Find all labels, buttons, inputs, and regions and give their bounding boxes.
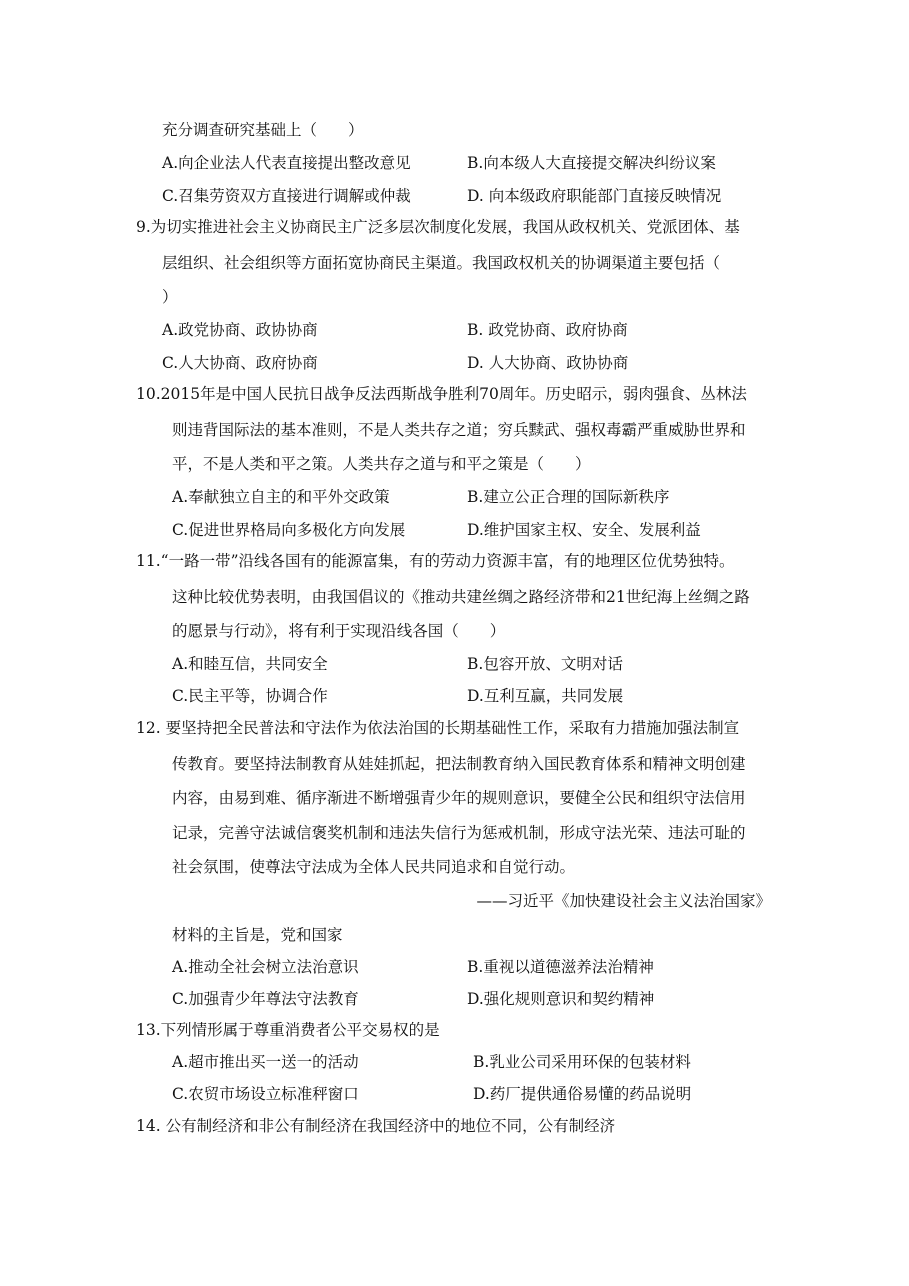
q9-option-d: D. 人大协商、政协协商 — [467, 354, 629, 372]
q12-quote-source: ——习近平《加快建设社会主义法治国家》 — [476, 892, 771, 910]
q11-option-c: C.民主平等，协调合作 — [172, 687, 328, 705]
q10-option-c: C.促进世界格局向多极化方向发展 — [172, 521, 406, 539]
q11-stem-line2: 这种比较优势表明，由我国倡议的《推动共建丝绸之路经济带和21世纪海上丝绸之路 — [172, 588, 750, 606]
q8-option-b: B.向本级人大直接提交解决纠纷议案 — [467, 154, 716, 172]
q12-question-stem: 材料的主旨是，党和国家 — [172, 926, 343, 944]
q9-stem-line3: ） — [162, 288, 178, 306]
q8-option-d: D. 向本级政府职能部门直接反映情况 — [467, 187, 722, 205]
q14-stem-line1: 14. 公有制经济和非公有制经济在我国经济中的地位不同，公有制经济 — [136, 1117, 616, 1135]
q10-stem-line1: 10.2015年是中国人民抗日战争反法西斯战争胜利70周年。历史昭示，弱肉强食、丛林法 — [136, 385, 747, 403]
q12-stem-line5: 社会氛围，使尊法守法成为全体人民共同追求和自觉行动。 — [172, 858, 576, 876]
q12-option-d: D.强化规则意识和契约精神 — [467, 990, 655, 1008]
q11-stem-line3: 的愿景与行动》，将有利于实现沿线各国（ ） — [172, 622, 506, 640]
q11-option-a: A.和睦互信，共同安全 — [172, 655, 328, 673]
q9-option-c: C.人大协商、政府协商 — [162, 354, 318, 372]
q8-option-c: C.召集劳资双方直接进行调解或仲裁 — [162, 187, 411, 205]
q10-option-a: A.奉献独立自主的和平外交政策 — [172, 488, 390, 506]
q13-option-c: C.农贸市场设立标准秤窗口 — [172, 1085, 359, 1103]
q12-stem-line3: 内容，由易到难、循序渐进不断增强青少年的规则意识，要健全公民和组织守法信用 — [172, 789, 746, 807]
q9-option-b: B. 政党协商、政府协商 — [467, 321, 628, 339]
q13-option-b: B.乳业公司采用环保的包装材料 — [473, 1053, 691, 1071]
q11-option-d: D.互利互赢，共同发展 — [467, 687, 624, 705]
q11-stem-line1: 11.“一路一带”沿线各国有的能源富集，有的劳动力资源丰富，有的地理区位优势独特。 — [136, 552, 735, 570]
q8-option-a: A.向企业法人代表直接提出整改意见 — [162, 154, 411, 172]
q13-option-a: A.超市推出买一送一的活动 — [172, 1053, 359, 1071]
q13-stem-line1: 13.下列情形属于尊重消费者公平交易权的是 — [136, 1021, 440, 1039]
q13-option-d: D.药厂提供通俗易懂的药品说明 — [473, 1085, 692, 1103]
q12-option-a: A.推动全社会树立法治意识 — [172, 958, 359, 976]
q10-stem-line2: 则违背国际法的基本准则，不是人类共存之道；穷兵黩武、强权毒霸严重威胁世界和 — [172, 421, 746, 439]
q9-option-a: A.政党协商、政协协商 — [162, 321, 318, 339]
q10-option-d: D.维护国家主权、安全、发展利益 — [467, 521, 701, 539]
q12-stem-line4: 记录，完善守法诚信褒奖机制和违法失信行为惩戒机制，形成守法光荣、违法可耻的 — [172, 824, 746, 842]
q10-option-b: B.建立公正合理的国际新秩序 — [467, 488, 670, 506]
q12-option-b: B.重视以道德滋养法治精神 — [467, 958, 654, 976]
q12-stem-line2: 传教育。要坚持法制教育从娃娃抓起，把法制教育纳入国民教育体系和精神文明创建 — [172, 755, 746, 773]
q8-stem-continuation: 充分调查研究基础上（ ） — [162, 121, 364, 139]
q9-stem-line1: 9.为切实推进社会主义协商民主广泛多层次制度化发展，我国从政权机关、党派团体、基 — [136, 218, 740, 236]
q12-stem-line1: 12. 要坚持把全民普法和守法作为依法治国的长期基础性工作，采取有力措施加强法制宣 — [136, 719, 740, 737]
q9-stem-line2: 层组织、社会组织等方面拓宽协商民主渠道。我国政权机关的协调渠道主要包括（ — [162, 254, 721, 272]
q10-stem-line3: 平，不是人类和平之策。人类共存之道与和平之策是（ ） — [172, 455, 591, 473]
q12-option-c: C.加强青少年尊法守法教育 — [172, 990, 359, 1008]
q11-option-b: B.包容开放、文明对话 — [467, 655, 623, 673]
